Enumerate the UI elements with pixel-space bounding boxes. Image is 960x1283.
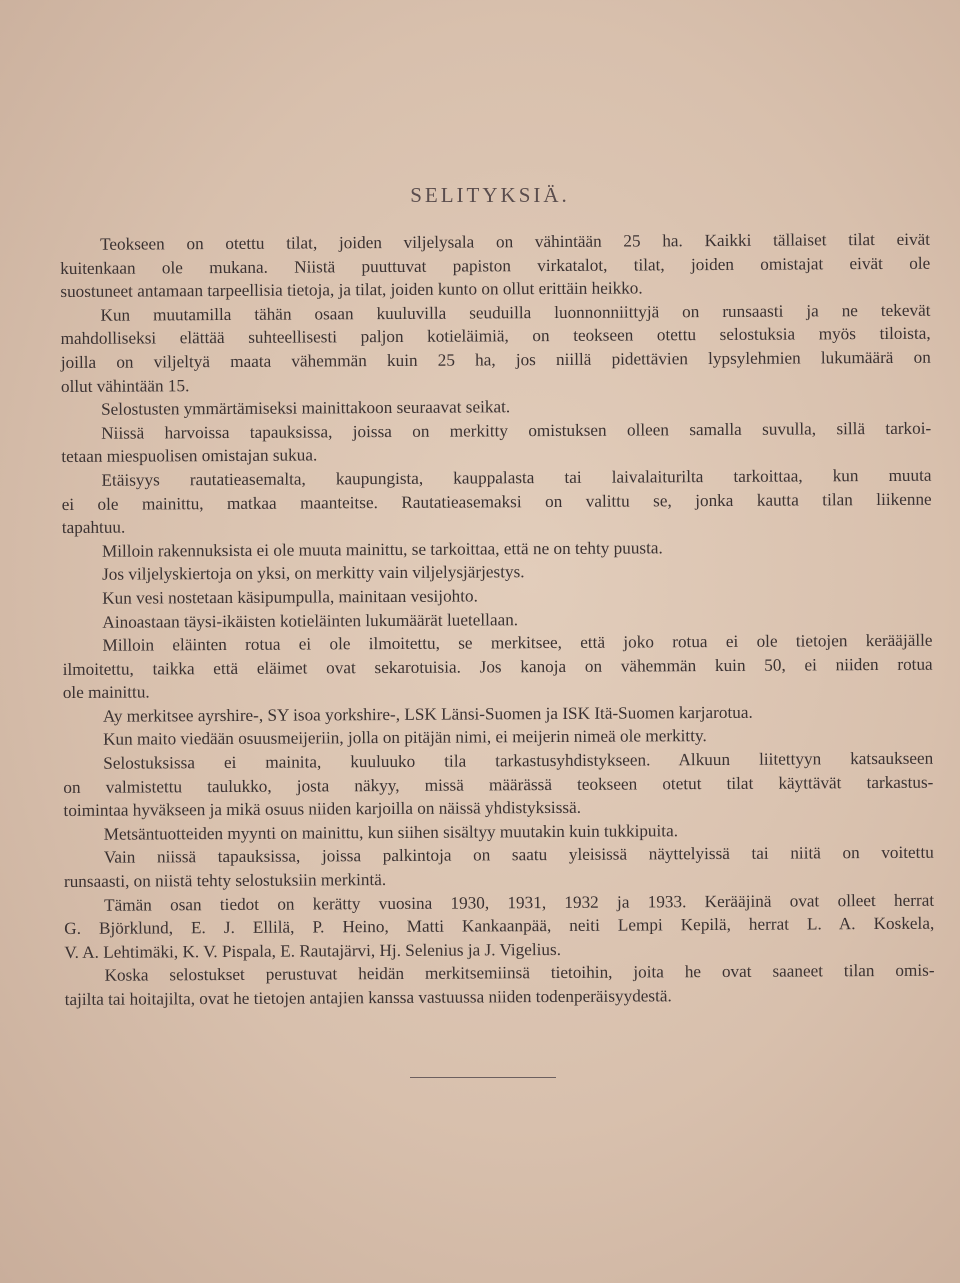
page-title: SELITYKSIÄ. [410, 183, 570, 207]
paragraph [62, 629, 932, 705]
text-line: suostuneet antamaan tarpeellisia tietoja, ja tilat, joiden kunto on ollut erittäin heikko. [60, 278, 643, 302]
text-line: Kun muutamilla tähän osaan kuuluvilla seuduilla luonnonniittyjä on runsaasti ja ne tekevät [100, 300, 931, 325]
text-line: ilmoitettu, taikka että eläimet ovat sekarotuisia. Jos kanoja on vähemmän kuin 50, ei niiden rotua [62, 654, 933, 679]
closing-divider [410, 1077, 556, 1078]
text-line: Selostusten ymmärtämiseksi mainittakoon seuraavat seikat. [101, 397, 511, 419]
text-line: runsaasti, on niistä tehty selostuksiin merkintä. [63, 870, 387, 892]
text-line: tetaan miespuolisen omistajan sukua. [61, 445, 318, 467]
paragraph [61, 464, 931, 540]
text-line: Tämän osan tiedot on kerätty vuosina 1930, 1931, 1932 ja 1933. Kerääjinä ovat olleet herrat [104, 890, 935, 915]
text-line: Kun maito viedään osuusmeijeriin, jolla on pitäjän nimi, ei meijerin nimeä ole merkitty. [103, 726, 707, 750]
text-line: Kun vesi nostetaan käsipumpulla, mainitaan vesijohto. [102, 586, 478, 608]
text-line: ollut vähintään 15. [60, 375, 190, 396]
text-line: Etäisyys rautatieasemalta, kaupungista, kauppalasta tai laivalaiturilta tarkoittaa, kun muuta [101, 465, 932, 490]
text-line: Vain niissä tapauksissa, joissa palkintoja on saatu yleisissä näyttelyissä tai niitä on voitettu [103, 843, 934, 868]
text-line: G. Björklund, E. J. Ellilä, P. Heino, Matti Kankaanpää, neiti Lempi Kepilä, herrat L. A. Koskela, [64, 913, 935, 939]
paragraph [61, 416, 931, 469]
text-line: Ay merkitsee ayrshire-, SY isoa yorkshire-, LSK Länsi-Suomen ja ISK Itä-Suomen karjarotua. [102, 702, 753, 726]
paragraph [60, 298, 931, 398]
text-line: Jos viljelyskiertoja on yksi, on merkitty vain viljelysjärjestys. [102, 562, 525, 585]
text-line: ei ole mainittu, matkaa maanteitse. Rautatieasemaksi on valittu se, jonka kautta tilan liikenne [61, 489, 932, 514]
paragraph [64, 841, 934, 894]
text-line: Milloin eläinten rotua ei ole ilmoitettu, se merkitsee, että joko rotua ei ole tietojen kerääjälle [102, 630, 933, 655]
text-line: Selostuksissa ei mainita, kuuluuko tila tarkastusyhdistykseen. Alkuun liitettyyn katsaukseen [103, 748, 934, 773]
text-line: Metsäntuotteiden myynti on mainittu, kun siihen sisältyy muutakin kuin tukkipuita. [103, 821, 679, 844]
text-line: Ainoastaan täysi-ikäisten kotieläinten lukumäärät luetellaan. [102, 609, 519, 632]
text-line: V. A. Lehtimäki, K. V. Pispala, E. Rautajärvi, Hj. Selenius ja J. Vigelius. [64, 939, 562, 962]
paragraph [63, 747, 933, 823]
paragraph [64, 959, 934, 1012]
text-line: mahdolliseksi elättää suhteellisesti paljon kotieläimiä, on teokseen otettu selostuksia myös tiloista, [60, 324, 931, 349]
text-line: tajilta tai hoitajilta, ovat he tietojen antajien kanssa vastuussa niiden todenperäisyydestä. [64, 986, 672, 1009]
paragraph [64, 888, 934, 964]
text-line: on valmistettu taulukko, josta näkyy, missä määrässä teokseen otetut tilat käyttävät tarkastus- [63, 772, 934, 797]
text-line: tapahtuu. [61, 517, 126, 538]
text-line: toimintaa hyväkseen ja mikä osuus niiden karjoilla on näissä yhdistyksissä. [63, 798, 582, 821]
text-line: Milloin rakennuksista ei ole muuta mainittu, se tarkoittaa, että ne on tehty puusta. [101, 538, 663, 561]
text-line: ole mainittu. [62, 682, 150, 703]
text-line: Teokseen on otettu tilat, joiden viljelysala on vähintään 25 ha. Kaikki tällaiset tilat eivät [100, 229, 931, 254]
text-line: kuitenkaan ole mukana. Niistä puuttuvat papiston virkatalot, tilat, joiden omistajat eivät ole [60, 253, 931, 278]
paragraph [60, 228, 930, 304]
document-body [60, 228, 935, 1012]
text-line: Niissä harvoissa tapauksissa, joissa on merkitty omistuksen olleen samalla suvulla, sillä tarkoi- [101, 418, 932, 443]
text-line: joilla on viljeltyä maata vähemmän kuin 25 ha, jos niillä pidettävien lypsylehmien lukumäärä on [60, 347, 931, 372]
text-line: Koska selostukset perustuvat heidän merkitsemiinsä tietoihin, joita he ovat saaneet tilan omis- [104, 961, 935, 986]
